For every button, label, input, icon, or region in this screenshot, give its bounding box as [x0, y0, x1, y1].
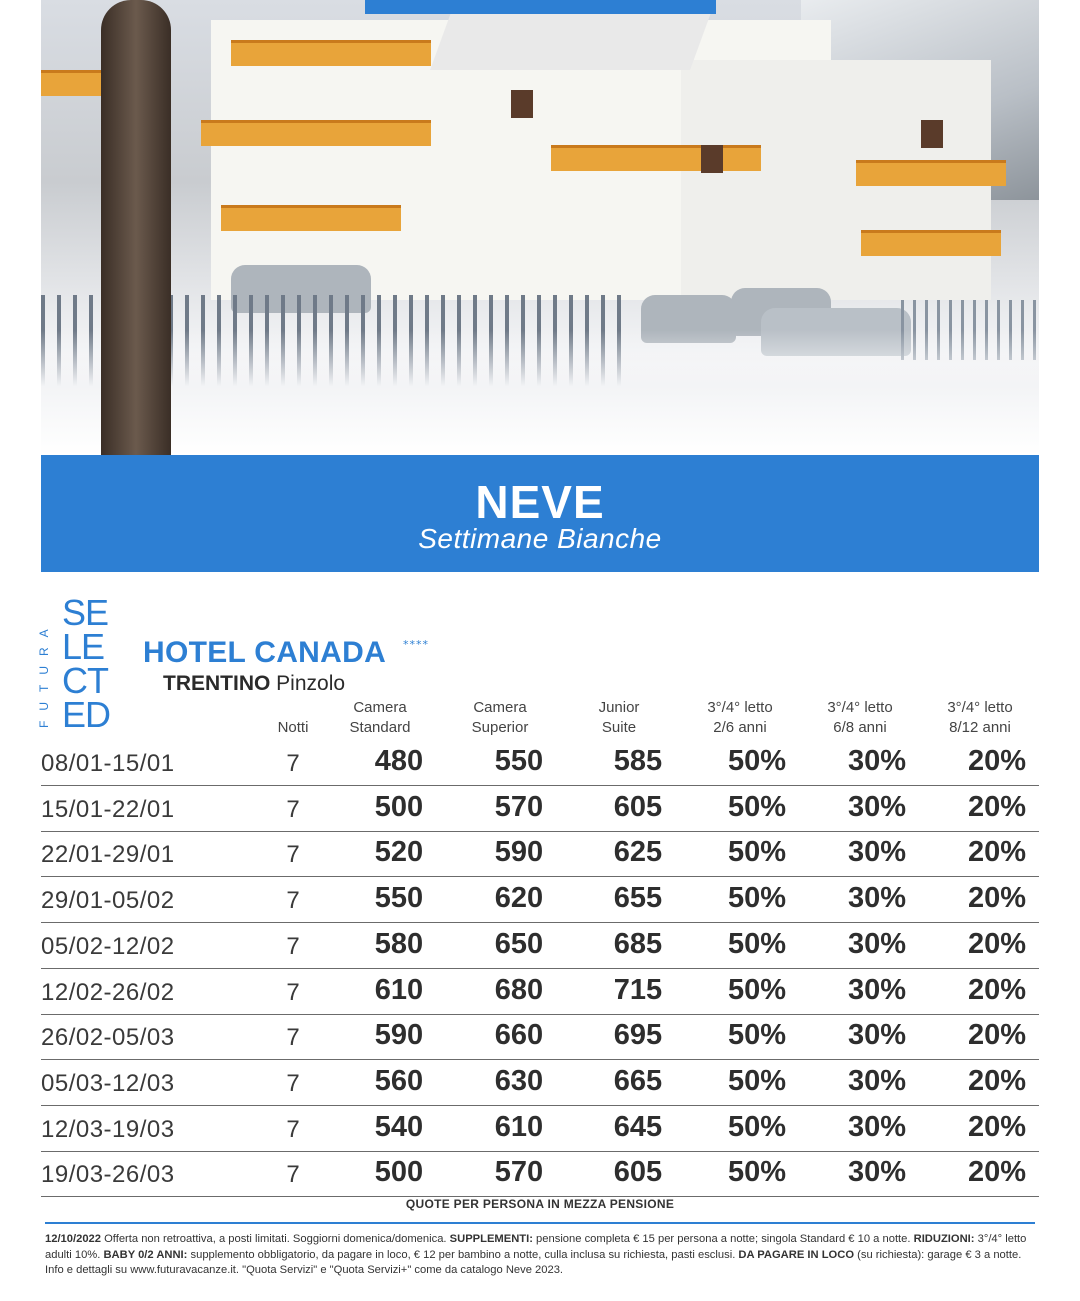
hotel-town: Pinzolo — [276, 672, 346, 695]
footer-label: RIDUZIONI: — [913, 1233, 975, 1245]
footer-text: Offerta non retroattiva, a posti limitati. Soggiorni domenica/domenica. — [101, 1233, 450, 1245]
row-junior-value: 655 — [613, 882, 663, 915]
window — [701, 145, 723, 173]
row-dates: 05/02-12/02 — [41, 932, 175, 960]
footer-terms — [45, 1232, 1035, 1279]
row-junior-value: 585 — [613, 745, 663, 777]
hotel-stars: **** — [403, 638, 429, 651]
row-r3-value: 20% — [967, 1064, 1027, 1097]
tree-trunk — [101, 0, 171, 455]
row-dates: 15/01-22/01 — [41, 795, 175, 823]
table-row — [41, 877, 1039, 923]
row-nights: 7 — [286, 887, 300, 915]
footer-date: 12/10/2022 — [45, 1233, 101, 1245]
footer-text: supplemento obbligatorio, da pagare in loco, € 12 per bambino a notte, culla inclusa su richiesta, pasti esclusi. — [187, 1248, 739, 1261]
row-r3-value: 20% — [967, 745, 1027, 777]
row-r3-value: 20% — [967, 836, 1027, 869]
logo-line: SE — [62, 592, 109, 633]
header-line1: Camera — [473, 699, 527, 716]
header-line1: 3°/4° letto — [707, 699, 773, 716]
row-standard-value: 480 — [374, 745, 424, 777]
row-nights: 7 — [286, 1069, 300, 1097]
row-superior-value: 550 — [494, 745, 544, 777]
row-dates: 26/02-05/03 — [41, 1024, 175, 1052]
header-line1: 3°/4° letto — [947, 699, 1013, 716]
row-superior-value: 610 — [494, 1110, 544, 1143]
header-line2: Superior — [471, 719, 529, 736]
row-r3-value: 20% — [967, 973, 1027, 1006]
row-standard-value: 610 — [374, 973, 424, 1006]
row-superior-value: 570 — [494, 1156, 544, 1189]
row-junior-value: 625 — [613, 836, 663, 869]
row-r1-value: 50% — [727, 745, 787, 777]
snowy-roof — [430, 10, 712, 70]
header-letto-8-12 — [920, 698, 1040, 738]
table-row — [41, 1014, 1039, 1060]
row-r2-value: 30% — [847, 790, 907, 823]
table-row — [41, 1060, 1039, 1106]
table-row — [41, 1151, 1039, 1197]
row-r3-value: 20% — [967, 790, 1027, 823]
balcony — [861, 230, 1001, 256]
table-row — [41, 923, 1039, 969]
row-dates: 22/01-29/01 — [41, 841, 175, 869]
row-superior-value: 680 — [494, 973, 544, 1006]
header-junior-suite — [559, 698, 679, 738]
header-line2: Standard — [349, 719, 411, 736]
header-line2: 6/8 anni — [833, 719, 887, 736]
row-standard-value: 500 — [374, 790, 424, 823]
banner-title: NEVE — [475, 476, 605, 528]
row-standard-value: 540 — [374, 1110, 424, 1143]
balcony — [856, 160, 1006, 186]
logo-line: ED — [62, 694, 111, 735]
header-line1: 3°/4° letto — [827, 699, 893, 716]
footer-divider — [45, 1222, 1035, 1224]
header-letto-2-6 — [680, 698, 800, 738]
balcony — [41, 70, 101, 96]
row-r3-value: 20% — [967, 882, 1027, 915]
row-r2-value: 30% — [847, 1019, 907, 1052]
row-r2-value: 30% — [847, 882, 907, 915]
row-nights: 7 — [286, 1115, 300, 1143]
header-line2: 2/6 anni — [713, 719, 767, 736]
row-dates: 12/03-19/03 — [41, 1115, 175, 1143]
row-r3-value: 20% — [967, 1156, 1027, 1189]
table-row — [41, 831, 1039, 877]
row-r1-value: 50% — [727, 836, 787, 869]
futura-logo-vertical — [36, 600, 60, 732]
snow-ground — [41, 330, 1039, 455]
row-r3-value: 20% — [967, 927, 1027, 960]
row-dates: 19/03-26/03 — [41, 1161, 175, 1189]
title-banner — [41, 455, 1039, 572]
futura-wordmark — [36, 600, 60, 732]
row-standard-value: 550 — [374, 882, 424, 915]
row-r1-value: 50% — [727, 790, 787, 823]
table-note: QUOTE PER PERSONA IN MEZZA PENSIONE — [405, 1197, 675, 1211]
footer-text: pensione completa € 15 per persona a notte; singola Standard € 10 a notte. — [532, 1233, 914, 1245]
row-standard-value: 500 — [374, 1156, 424, 1189]
row-r2-value: 30% — [847, 927, 907, 960]
row-r1-value: 50% — [727, 927, 787, 960]
row-r2-value: 30% — [847, 1110, 907, 1143]
row-dates: 29/01-05/02 — [41, 887, 175, 915]
header-camera-superior — [440, 698, 560, 738]
row-r2-value: 30% — [847, 1064, 907, 1097]
header-line2: Suite — [601, 719, 637, 736]
row-junior-value: 605 — [613, 790, 663, 823]
header-line2: 8/12 anni — [949, 719, 1011, 736]
row-standard-value: 580 — [374, 927, 424, 960]
footer-label: SUPPLEMENTI: — [449, 1233, 533, 1245]
balcony — [231, 40, 431, 66]
row-r1-value: 50% — [727, 973, 787, 1006]
row-superior-value: 620 — [494, 882, 544, 915]
row-nights: 7 — [286, 932, 300, 960]
row-r2-value: 30% — [847, 1156, 907, 1189]
row-nights: 7 — [286, 1161, 300, 1189]
row-dates: 05/03-12/03 — [41, 1069, 175, 1097]
table-row — [41, 969, 1039, 1015]
row-junior-value: 695 — [613, 1019, 663, 1052]
banner-subtitle: Settimane Bianche — [418, 523, 662, 554]
top-accent-bar — [365, 0, 716, 14]
row-r3-value: 20% — [967, 1019, 1027, 1052]
row-nights: 7 — [286, 795, 300, 823]
header-camera-standard — [320, 698, 440, 738]
header-letto-6-8 — [800, 698, 920, 738]
row-superior-value: 590 — [494, 836, 544, 869]
row-standard-value: 520 — [374, 836, 424, 869]
table-row — [41, 1106, 1039, 1152]
row-junior-value: 715 — [613, 973, 663, 1006]
footer-label: DA PAGARE IN LOCO — [738, 1248, 855, 1261]
logo-line: CT — [62, 660, 108, 701]
row-dates: 12/02-26/02 — [41, 978, 175, 1006]
hotel-region: TRENTINO — [163, 672, 271, 695]
footer-text: 3°/4° letto adulti 10%. — [45, 1233, 1027, 1261]
row-superior-value: 650 — [494, 927, 544, 960]
row-superior-value: 570 — [494, 790, 544, 823]
hotel-photo — [41, 0, 1039, 455]
footer-text: (su richiesta): garage € 3 a notte. Info e dettagli su www.futuravacanze.it. "Quota Servizi" e "Quota Servizi+" come da catalogo Neve 2023. — [45, 1248, 1022, 1276]
row-r2-value: 30% — [847, 745, 907, 777]
balcony — [551, 145, 761, 171]
header-line1: Junior — [598, 699, 640, 716]
row-r2-value: 30% — [847, 836, 907, 869]
window — [921, 120, 943, 148]
balcony — [221, 205, 401, 231]
header-line2: Notti — [277, 719, 309, 736]
row-junior-value: 605 — [613, 1156, 663, 1189]
svg-text:FUTURA: FUTURA — [37, 619, 51, 728]
row-junior-value: 645 — [613, 1110, 663, 1143]
balcony — [201, 120, 431, 146]
table-row — [41, 740, 1039, 786]
row-r1-value: 50% — [727, 1156, 787, 1189]
row-nights: 7 — [286, 978, 300, 1006]
footer-label: BABY 0/2 ANNI: — [103, 1248, 188, 1261]
row-junior-value: 685 — [613, 927, 663, 960]
row-dates: 08/01-15/01 — [41, 750, 175, 777]
row-superior-value: 630 — [494, 1064, 544, 1097]
window — [511, 90, 533, 118]
row-nights: 7 — [286, 841, 300, 869]
row-standard-value: 560 — [374, 1064, 424, 1097]
row-nights: 7 — [286, 1024, 300, 1052]
row-r1-value: 50% — [727, 1110, 787, 1143]
row-r1-value: 50% — [727, 1019, 787, 1052]
row-r1-value: 50% — [727, 1064, 787, 1097]
selected-logo — [62, 592, 126, 735]
hotel-location — [163, 672, 345, 696]
logo-line: LE — [62, 626, 105, 667]
table-row — [41, 786, 1039, 832]
row-standard-value: 590 — [374, 1019, 424, 1052]
row-junior-value: 665 — [613, 1064, 663, 1097]
row-nights: 7 — [286, 750, 300, 777]
hotel-name: HOTEL CANADA — [143, 636, 387, 669]
row-r2-value: 30% — [847, 973, 907, 1006]
row-r3-value: 20% — [967, 1110, 1027, 1143]
header-line1: Camera — [353, 699, 407, 716]
row-superior-value: 660 — [494, 1019, 544, 1052]
row-r1-value: 50% — [727, 882, 787, 915]
